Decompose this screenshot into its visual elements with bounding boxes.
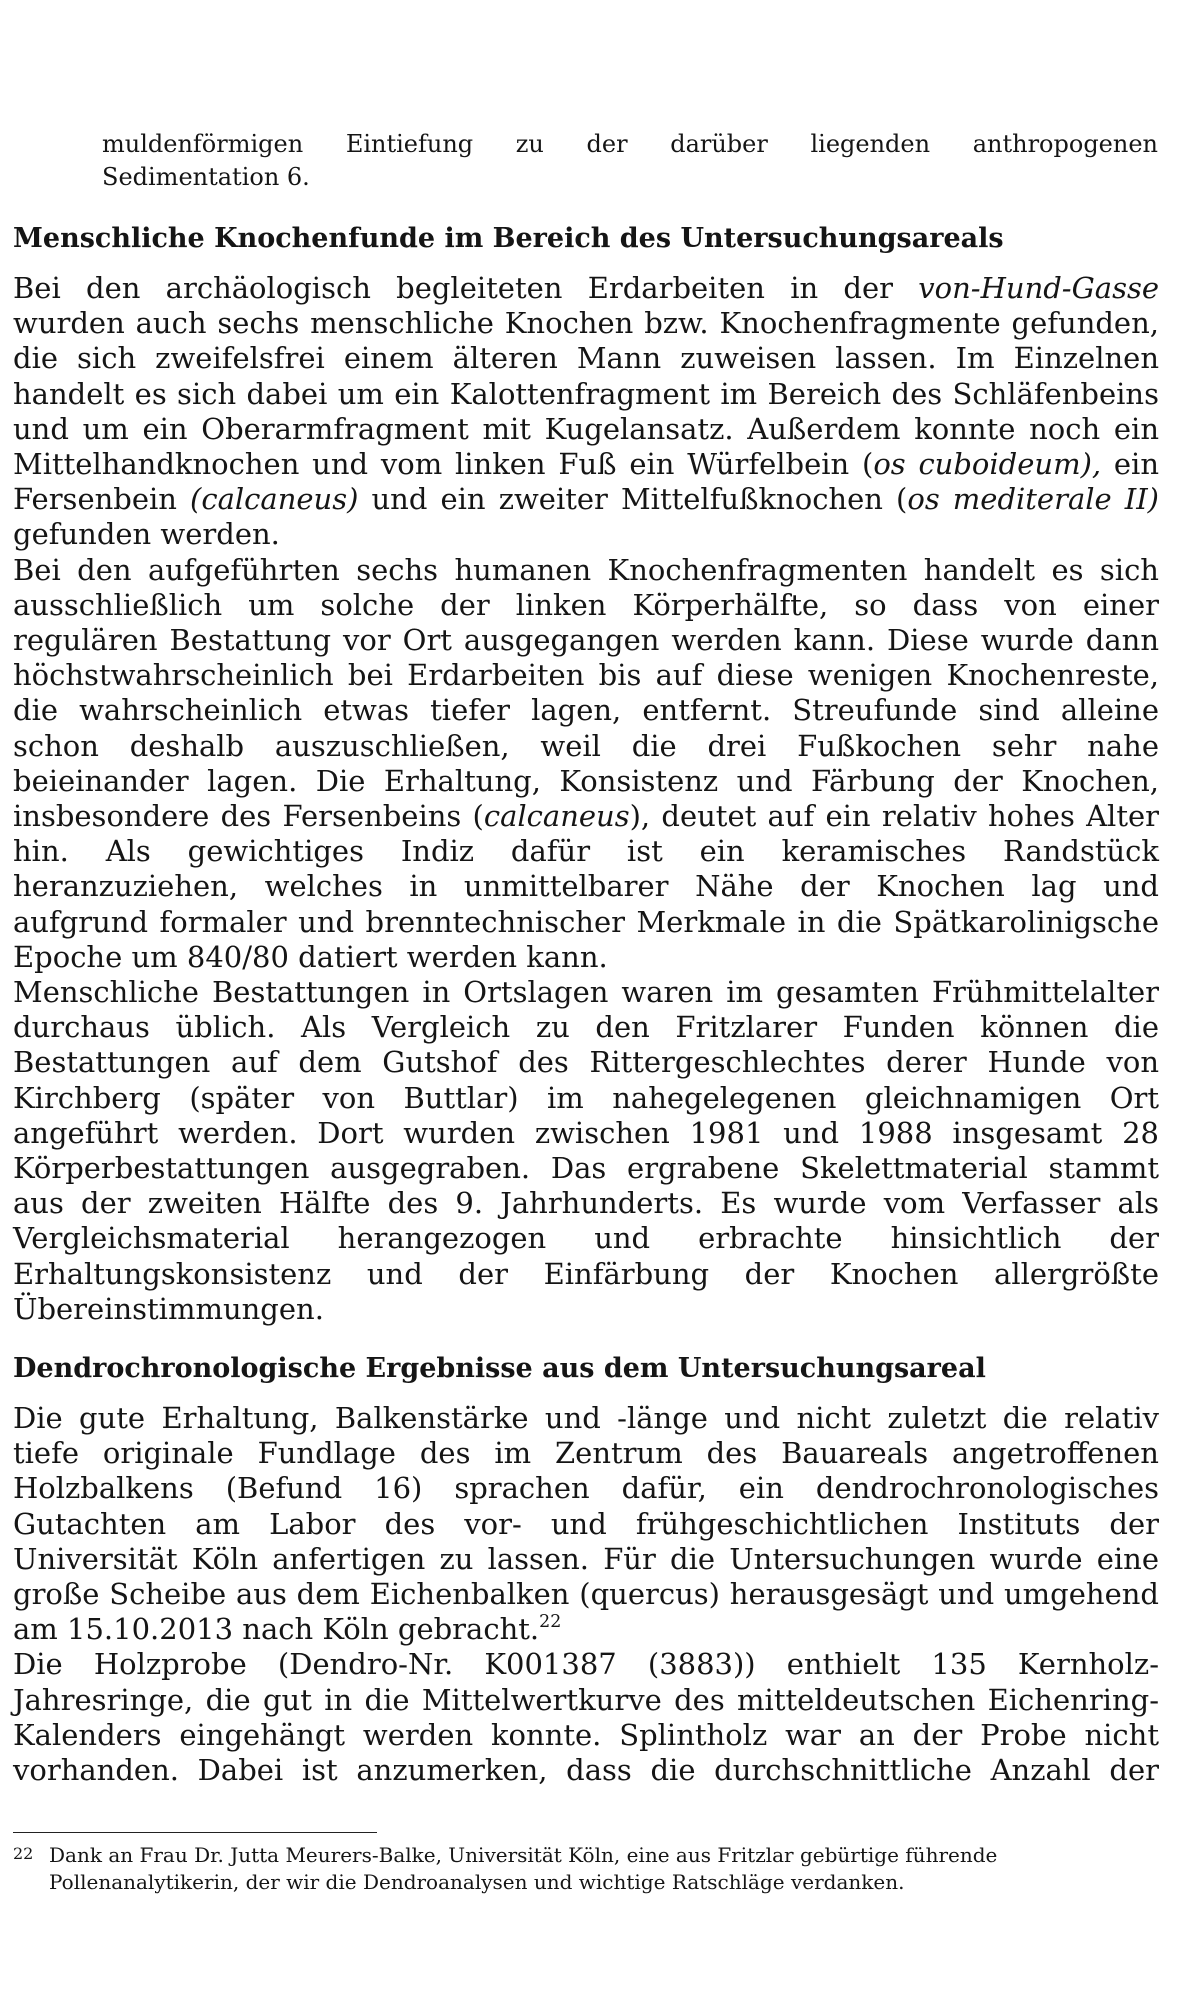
paragraph: Bei den aufgeführten sechs humanen Knochenfragmenten handelt es sich ausschließlich um solche der linken Körperhälfte, so dass von einer regulären Bestattung vor Ort ausgegangen werden kann. Diese wurde dann höchstwahrscheinlich bei Erdarbeiten bis auf diese wenigen Knochenreste, die wahrscheinlich etwas tiefer lagen, entfernt. Streufunde sind alleine schon deshalb auszuschließen, weil die drei Fußkochen sehr nahe beieinander lagen. Die Erhaltung, Konsistenz und Färbung der Knochen, insbesondere des Fersenbeins (calcaneus), deutet auf ein relativ hohes Alter hin. Als gewichtiges Indiz dafür ist ein keramisches Randstück heranzuziehen, welches in unmittelbarer Nähe der Knochen lag und aufgrund formaler und brenntechnischer Merkmale in die Spätkarolinigsche Epoche um 840/80 datiert werden kann.: [13, 552, 1159, 974]
section-body-dendrochronology: [13, 1401, 1159, 1788]
footnote-divider: [13, 1832, 377, 1833]
continued-line-1: muldenförmigen Eintiefung zu der darüber liegenden anthropogenen: [102, 130, 1158, 158]
paragraph: Die gute Erhaltung, Balkenstärke und -länge und nicht zuletzt die relativ tiefe originale Fundlage des im Zentrum des Bauareals angetroffenen Holzbalkens (Befund 16) sprachen dafür, ein dendrochronologisches Gutachten am Labor des vor- und frühgeschichtlichen Instituts der Universität Köln anfertigen zu lassen. Für die Untersuchungen wurde eine große Scheibe aus dem Eichenbalken (quercus) herausgesägt und umgehend am 15.10.2013 nach Köln gebracht.$^{22}$: [13, 1401, 1159, 1647]
footnote: [13, 1840, 1159, 1896]
paragraph: Die Holzprobe (Dendro-Nr. K001387 (3883)) enthielt 135 Kernholz-Jahresringe, die gut in die Mittelwertkurve des mitteldeutschen Eichenring-Kalenders eingehängt werden konnte. Splintholz war an der Probe nicht vorhanden. Dabei ist anzumerken, dass die durchschnittliche Anzahl der: [13, 1647, 1159, 1788]
section-heading-bone-finds: Menschliche Knochenfunde im Bereich des Untersuchungsareals: [13, 223, 1004, 254]
section-body-bone-finds: [13, 271, 1159, 1327]
footnote-number: 22: [13, 1844, 34, 1863]
paragraph: Bei den archäologisch begleiteten Erdarbeiten in der von-Hund-Gasse wurden auch sechs menschliche Knochen bzw. Knochenfragmente gefunden, die sich zweifelsfrei einem älteren Mann zuweisen lassen. Im Einzelnen handelt es sich dabei um ein Kalottenfragment im Bereich des Schläfenbeins und um ein Oberarmfragment mit Kugelansatz. Außerdem konnte noch ein Mittelhandknochen und vom linken Fuß ein Würfelbein (os cuboideum), ein Fersenbein (calcaneus) und ein zweiter Mittelfußknochen (os mediterale II) gefunden werden.: [13, 271, 1159, 552]
continued-paragraph: [102, 128, 1158, 194]
paragraph: Menschliche Bestattungen in Ortslagen waren im gesamten Frühmittelalter durchaus üblich. Als Vergleich zu den Fritzlarer Funden können die Bestattungen auf dem Gutshof des Rittergeschlechtes derer Hunde von Kirchberg (später von Buttlar) im nahegelegenen gleichnamigen Ort angeführt werden. Dort wurden zwischen 1981 und 1988 insgesamt 28 Körperbestattungen ausgegraben. Das ergrabene Skelettmaterial stammt aus der zweiten Hälfte des 9. Jahrhunderts. Es wurde vom Verfasser als Vergleichsmaterial herangezogen und erbrachte hinsichtlich der Erhaltungskonsistenz und der Einfärbung der Knochen allergrößte Übereinstimmungen.: [13, 975, 1159, 1326]
footnote-reference[interactable]: 22: [539, 1611, 562, 1632]
footnote-line-1: Dank an Frau Dr. Jutta Meurers-Balke, Universität Köln, eine aus Fritzlar gebürtige führende: [49, 1843, 998, 1867]
section-heading-dendrochronology: Dendrochronologische Ergebnisse aus dem Untersuchungsareal: [13, 1353, 986, 1384]
footnote-line-2: Pollenanalytikerin, der wir die Dendroanalysen und wichtige Ratschläge verdanken.: [49, 1870, 905, 1894]
continued-line-2: Sedimentation 6.: [102, 163, 310, 191]
